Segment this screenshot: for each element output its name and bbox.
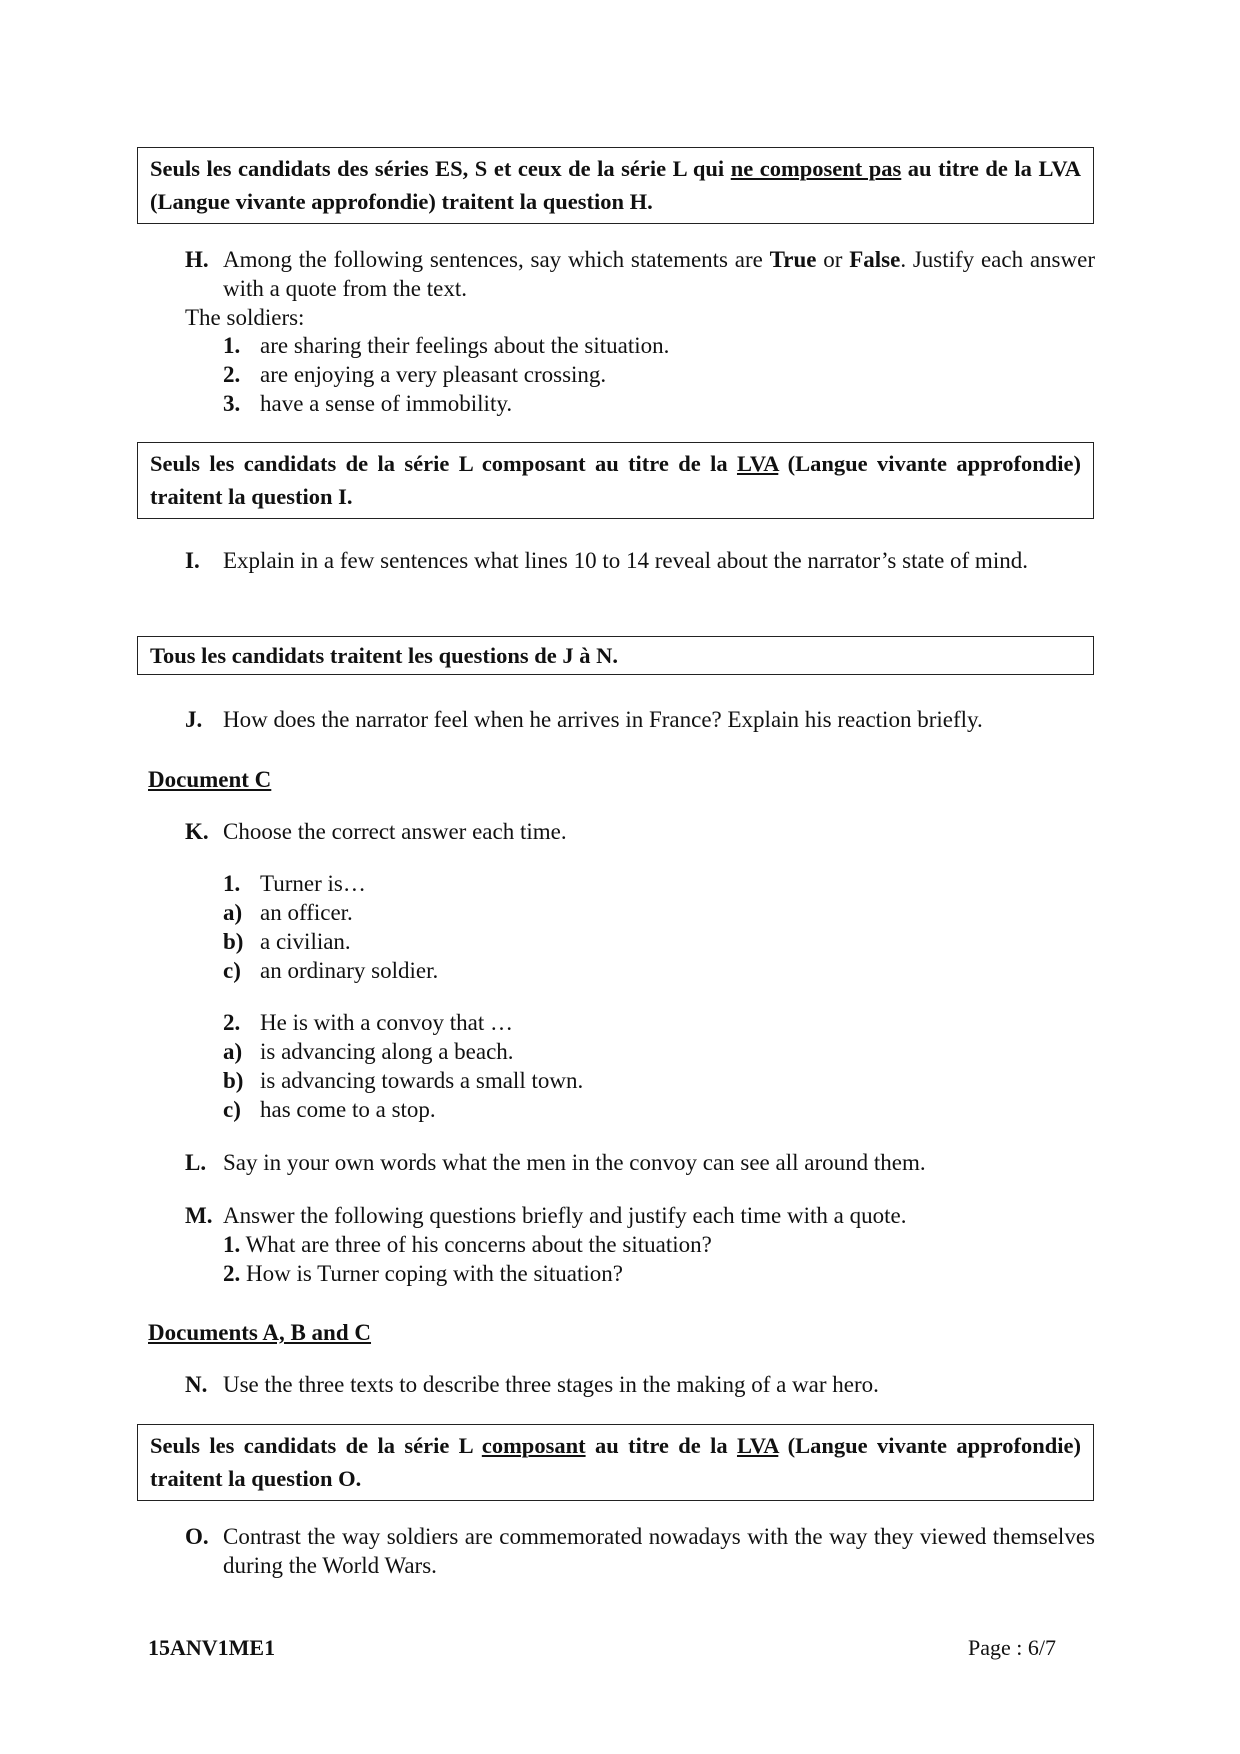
- list-item: 1. Turner is…: [223, 871, 366, 896]
- list-item: 2. are enjoying a very pleasant crossing.: [223, 362, 607, 387]
- list-item: 2. He is with a convoy that …: [223, 1010, 513, 1035]
- question-text: Say in your own words what the men in the convoy can see all around them.: [223, 1150, 926, 1175]
- question-l: [185, 1148, 1095, 1177]
- question-h: [185, 245, 1095, 303]
- list-item: 1. What are three of his concerns about the situation?: [223, 1232, 712, 1257]
- question-j: [185, 705, 1095, 734]
- list-item: b) a civilian.: [223, 929, 351, 954]
- list-item: 3. have a sense of immobility.: [223, 391, 513, 416]
- list-item: c) an ordinary soldier.: [223, 958, 439, 983]
- box-text: au titre de la LVA (Langue vivante approfondie) traitent la question H.: [150, 156, 1081, 214]
- question-k: [185, 817, 1095, 846]
- question-label: I.: [185, 548, 200, 573]
- list-item: 2. How is Turner coping with the situation?: [223, 1261, 623, 1286]
- false-keyword: False: [849, 247, 901, 272]
- instruction-box-i: Seuls les candidats de la série L composant au titre de la LVA (Langue vivante approfondie) traitent la question I.: [137, 442, 1094, 519]
- list-item: c) has come to a stop.: [223, 1097, 436, 1122]
- list-item: a) an officer.: [223, 900, 353, 925]
- question-text: Choose the correct answer each time.: [223, 819, 567, 844]
- question-text: Answer the following questions briefly and justify each time with a quote.: [223, 1203, 907, 1228]
- question-label: K.: [185, 819, 209, 844]
- question-label: L.: [185, 1150, 207, 1175]
- instruction-box-h: [137, 147, 1094, 224]
- question-label: O.: [185, 1524, 209, 1549]
- question-h-lead: The soldiers:: [185, 305, 305, 330]
- question-label: H.: [185, 247, 209, 272]
- question-m: [185, 1201, 1095, 1230]
- box-underlined-text: LVA: [736, 451, 779, 476]
- question-label: N.: [185, 1372, 208, 1397]
- box-underlined-text: composant: [481, 1433, 586, 1458]
- list-item: 1. are sharing their feelings about the situation.: [223, 333, 670, 358]
- question-label: M.: [185, 1203, 213, 1228]
- list-item: b) is advancing towards a small town.: [223, 1068, 584, 1093]
- footer-code: 15ANV1ME1: [148, 1635, 276, 1660]
- question-text: Explain in a few sentences what lines 10 to 14 reveal about the narrator’s state of mind.: [223, 548, 1028, 573]
- instruction-box-o: Seuls les candidats de la série L composant au titre de la LVA (Langue vivante approfondie) traitent la question O.: [137, 1424, 1094, 1501]
- question-n: [185, 1370, 1095, 1399]
- question-o: [185, 1522, 1095, 1580]
- question-text: How does the narrator feel when he arrives in France? Explain his reaction briefly.: [223, 707, 983, 732]
- question-text: Contrast the way soldiers are commemorated nowadays with the way they viewed themselves during the World Wars.: [223, 1524, 1095, 1578]
- box-underlined-text: ne composent pas: [730, 156, 902, 181]
- question-label: J.: [185, 707, 203, 732]
- list-item: a) is advancing along a beach.: [223, 1039, 514, 1064]
- question-text: Use the three texts to describe three stages in the making of a war hero.: [223, 1372, 879, 1397]
- section-heading-document-c: Document C: [148, 767, 272, 792]
- footer-page-number: Page : 6/7: [968, 1635, 1056, 1660]
- box-text: Seuls les candidats des séries ES, S et ceux de la série L qui: [150, 156, 731, 181]
- true-keyword: True: [769, 247, 817, 272]
- question-i: [185, 544, 1095, 578]
- box-underlined-text: LVA: [736, 1433, 779, 1458]
- question-text: Among the following sentences, say which statements are True or False. Justify each answer with a quote from the text.: [223, 247, 1095, 301]
- section-heading-documents-abc: Documents A, B and C: [148, 1320, 372, 1345]
- instruction-box-all: Tous les candidats traitent les questions de J à N.: [137, 636, 1094, 675]
